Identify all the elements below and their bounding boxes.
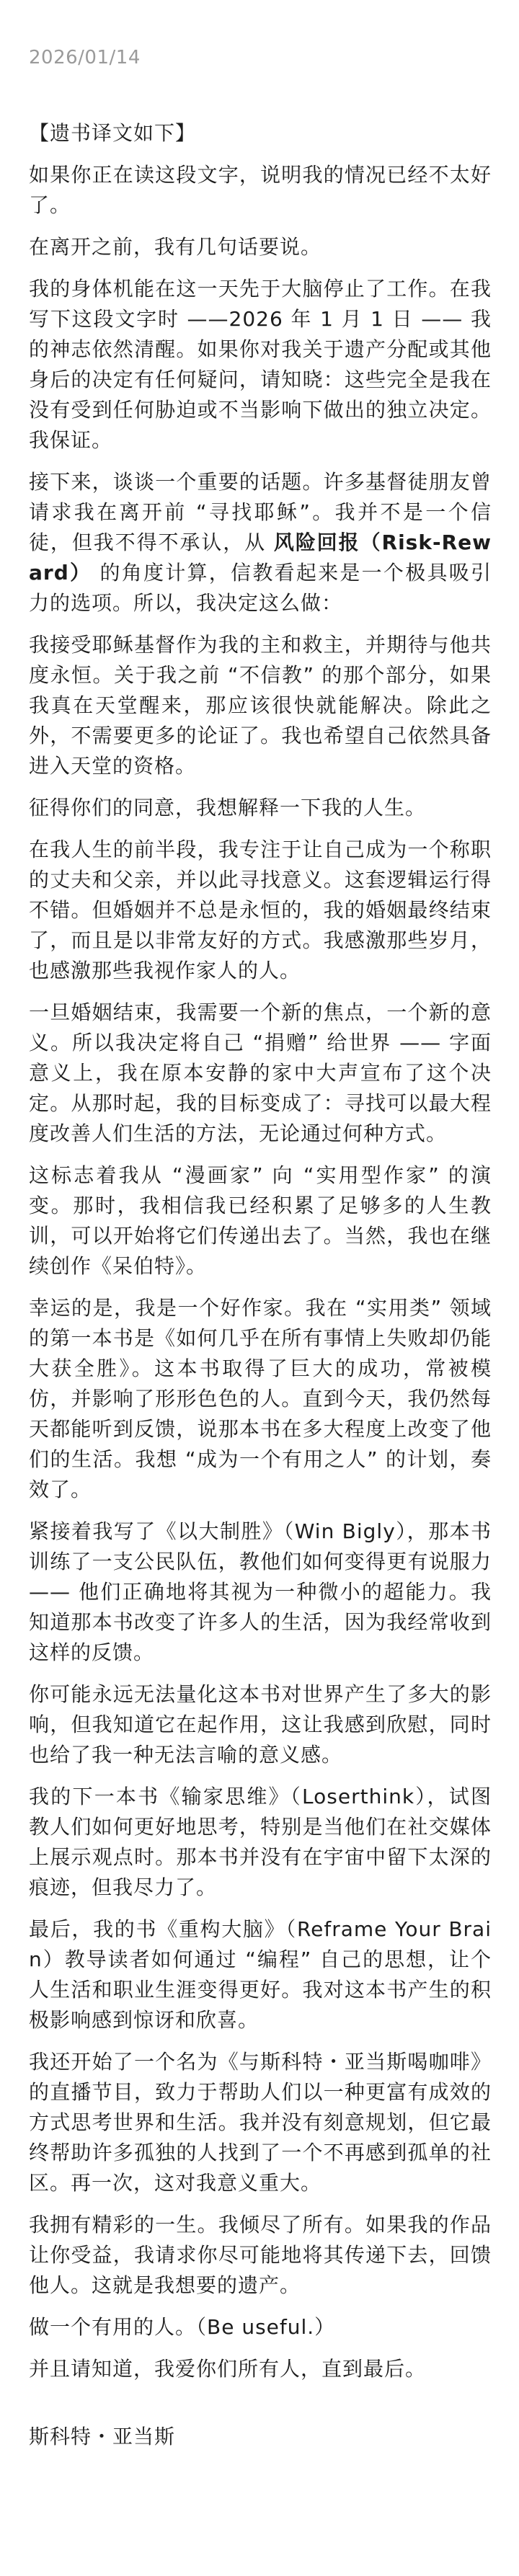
paragraph-text: 并且请知道，我爱你们所有人，直到最后。: [29, 2357, 427, 2381]
emphasized-text: 风险回报（Risk-Reward）: [29, 530, 492, 585]
letter-paragraph: [29, 1914, 492, 2035]
letter-body: [29, 118, 492, 2384]
letter-paragraph: [29, 998, 492, 1149]
letter-paragraph: [29, 1293, 492, 1505]
letter-paragraph: [29, 274, 492, 456]
paragraph-text: 这标志着我从 “漫画家” 向 “实用型作家” 的演变。那时，我相信我已经积累了足够多的人生教训，可以开始将它们传递出去了。当然，我也在继续创作《呆伯特》。: [29, 1163, 492, 1278]
letter-paragraph: [29, 835, 492, 986]
paragraph-text: 我还开始了一个名为《与斯科特・亚当斯喝咖啡》的直播节目，致力于帮助人们以一种更富有成效的方式思考世界和生活。我并没有刻意规划，但它最终帮助许多孤独的人找到了一个不再感到孤单的社区。再一次，这对我意义重大。: [29, 2050, 492, 2195]
letter-paragraph: [29, 232, 492, 262]
letter-paragraph: [29, 1160, 492, 1282]
paragraph-text: 做一个有用的人。（Be useful.）: [29, 2315, 336, 2339]
paragraph-text: 我的下一本书《输家思维》（Loserthink），试图教人们如何更好地思考，特别是当他们在社交媒体上展示观点时。那本书并没有在宇宙中留下太深的痕迹，但我尽力了。: [29, 1785, 492, 1899]
paragraph-text: 在离开之前，我有几句话要说。: [29, 235, 322, 259]
paragraph-text: 你可能永远无法量化这本书对世界产生了多大的影响，但我知道它在起作用，这让我感到欣慰，同时也给了我一种无法言喻的意义感。: [29, 1682, 492, 1767]
paragraph-text: 幸运的是，我是一个好作家。我在 “实用类” 领域的第一本书是《如何几乎在所有事情上失败却仍能大获全胜》。这本书取得了巨大的成功，常被模仿，并影响了形形色色的人。直到今天，我仍然每天都能听到反馈，说那本书在多大程度上改变了他们的生活。我想 “成为一个有用之人” 的计划，奏效了。: [29, 1296, 492, 1501]
letter-paragraph: [29, 118, 492, 148]
post-date: 2026/01/14: [29, 47, 141, 68]
letter-paragraph: [29, 1782, 492, 1903]
paragraph-text: 我的身体机能在这一天先于大脑停止了工作。在我写下这段文字时 ——2026 年 1 月 1 日 —— 我的神志依然清醒。如果你对我关于遗产分配或其他身后的决定有任何疑问，请知晓：这些完全是我在没有受到任何胁迫或不当影响下做出的独立决定。我保证。: [29, 277, 492, 452]
paragraph-text: 最后，我的书《重构大脑》（Reframe Your Brain）教导读者如何通过 “编程” 自己的思想，让个人生活和职业生涯变得更好。我对这本书产生的积极影响感到惊讶和欣喜。: [29, 1917, 492, 2032]
paragraph-text: 征得你们的同意，我想解释一下我的人生。: [29, 796, 427, 820]
letter-paragraph: [29, 2354, 492, 2384]
paragraph-text: 一旦婚姻结束，我需要一个新的焦点，一个新的意义。所以我决定将自己 “捐赠” 给世界 —— 字面意义上，我在原本安静的家中大声宣布了这个决定。从那时起，我的目标变成了：寻找可以最大程度改善人们生活的方法，无论通过何种方式。: [29, 1000, 492, 1145]
paragraph-text: 的角度计算，信教看起来是一个极具吸引力的选项。所以，我决定这么做：: [29, 561, 492, 615]
letter-paragraph: [29, 793, 492, 823]
paragraph-text: 我接受耶稣基督作为我的主和救主，并期待与他共度永恒。关于我之前 “不信教” 的那个部分，如果我真在天堂醒来，那应该很快就能解决。除此之外，不需要更多的论证了。我也希望自己依然具备进入天堂的资格。: [29, 633, 492, 778]
paragraph-text: 【遗书译文如下】: [29, 121, 197, 145]
letter-paragraph: [29, 160, 492, 221]
paragraph-text: 如果你正在读这段文字，说明我的情况已经不太好了。: [29, 163, 492, 217]
letter-paragraph: [29, 467, 492, 618]
paragraph-text: 在我人生的前半段，我专注于让自己成为一个称职的丈夫和父亲，并以此寻找意义。这套逻辑运行得不错。但婚姻并不总是永恒的，我的婚姻最终结束了，而且是以非常友好的方式。我感激那些岁月，也感激那些我视作家人的人。: [29, 838, 492, 982]
letter-paragraph: [29, 630, 492, 781]
paragraph-text: 接下来，谈谈一个重要的话题。许多基督徒朋友曾请求我在离开前 “寻找耶稣”。我并不是一个信徒，但我不得不承认，从: [29, 470, 492, 554]
letter-paragraph: [29, 2210, 492, 2301]
paragraph-text: 紧接着我写了《以大制胜》（Win Bigly），那本书训练了一支公民队伍，教他们如何变得更有说服力 —— 他们正确地将其视为一种微小的超能力。我知道那本书改变了许多人的生活，因为我经常收到这样的反馈。: [29, 1519, 492, 1664]
letter-paragraph: [29, 1679, 492, 1770]
letter-paragraph: [29, 2312, 492, 2342]
letter-paragraph: [29, 2047, 492, 2198]
signature: 斯科特・亚当斯: [29, 2425, 176, 2448]
letter-paragraph: [29, 1516, 492, 1668]
paragraph-text: 我拥有精彩的一生。我倾尽了所有。如果我的作品让你受益，我请求你尽可能地将其传递下去，回馈他人。这就是我想要的遗产。: [29, 2213, 492, 2297]
